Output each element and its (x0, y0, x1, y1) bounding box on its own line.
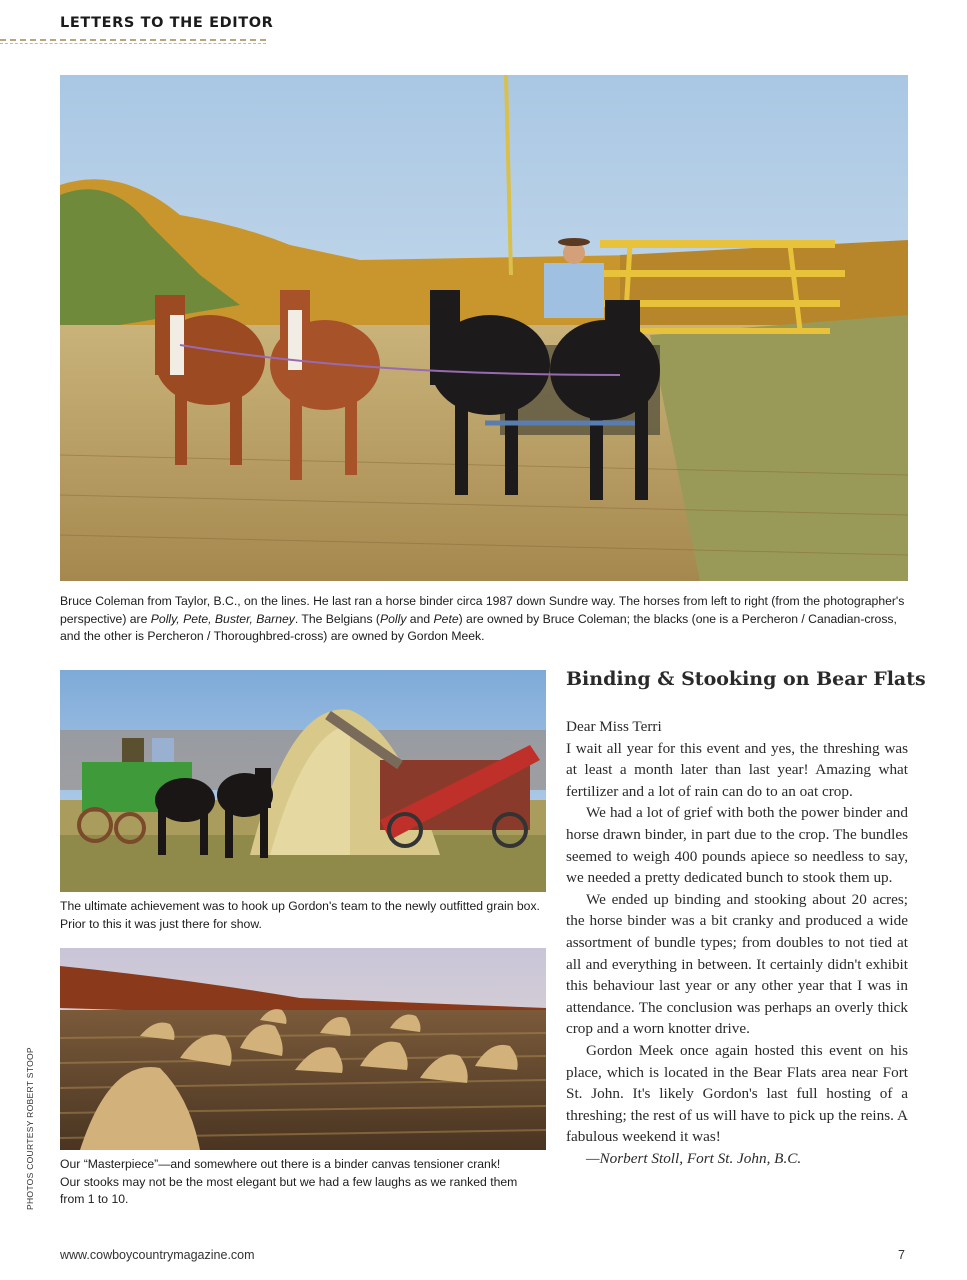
photo-horse-binder (60, 75, 908, 581)
article-salutation: Dear Miss Terri (566, 718, 662, 735)
caption-horse-name: Pete (433, 611, 459, 626)
caption-text: Bruce Coleman from Taylor, B.C., on the lines. He last ran a horse binder circa 1987 down Sundre way. The horses from left to right (from the photographer's perspective) are (60, 594, 905, 626)
photo-caption-top (60, 593, 910, 646)
photo-credit: PHOTOS COURTESY ROBERT STOOP (25, 1047, 35, 1210)
article-signature: —Norbert Stoll, Fort St. John, B.C. (586, 1149, 802, 1167)
section-label: LETTERS TO THE EDITOR (60, 15, 274, 31)
caption-text: . The Belgians ( (294, 611, 380, 626)
article-paragraph: I wait all year for this event and yes, the threshing was at least a month later than last year! Amazing what fertilizer and a lot of rain can do to an oat crop. (566, 739, 908, 800)
section-divider (0, 39, 266, 41)
caption-horse-name: Polly (380, 611, 407, 626)
photo-caption-bottom: Our “Masterpiece”—and somewhere out there is a binder canvas tensioner crank! Our stooks may not be the most elegant but we had a few laughs as we ranked them from 1 to 10. (60, 1157, 518, 1206)
page-number: 7 (898, 1248, 905, 1262)
caption-text: and (406, 611, 434, 626)
section-divider-secondary (0, 43, 266, 44)
article-body (566, 716, 908, 1169)
caption-horse-names: Polly, Pete, Buster, Barney (150, 611, 295, 626)
photo-caption-middle: The ultimate achievement was to hook up Gordon's team to the newly outfitted grain box. Prior to this it was just there for show. (60, 899, 540, 931)
caption-text: ) are owned by Bruce Coleman; the blacks (one is a Percheron / Canadian-cross, and the other is Percheron / Thoroughbred-cross) are owned by Gordon Meek. (60, 611, 897, 643)
article-paragraph: We ended up binding and stooking about 20 acres; the horse binder was a bit cranky and produced a wide assortment of bundle types; from doubles to not tied at all and everything in between. It certainly didn't exhibit this behaviour last year or any other year that I was in attendance. The conclusion was perhaps an overly thick crop and a worn knotter drive. (566, 890, 908, 1038)
article-title: Binding & Stooking on Bear Flats (566, 668, 926, 690)
photo-stooks-field (60, 948, 546, 1150)
article-paragraph: We had a lot of grief with both the power binder and horse drawn binder, in part due to the crop. The bundles seemed to weigh 400 pounds apiece so needless to say, we needed a pretty dedicated bunch to stook them up. (566, 804, 908, 887)
footer-url: www.cowboycountrymagazine.com (60, 1248, 255, 1262)
photo-grain-box (60, 670, 546, 892)
article-paragraph: Gordon Meek once again hosted this event on his place, which is located in the Bear Flats area near Fort St. John. It's likely Gordon's last full hosting of a threshing; the rest of us will have to pick up the reins. A fabulous weekend it was! (566, 1041, 908, 1146)
